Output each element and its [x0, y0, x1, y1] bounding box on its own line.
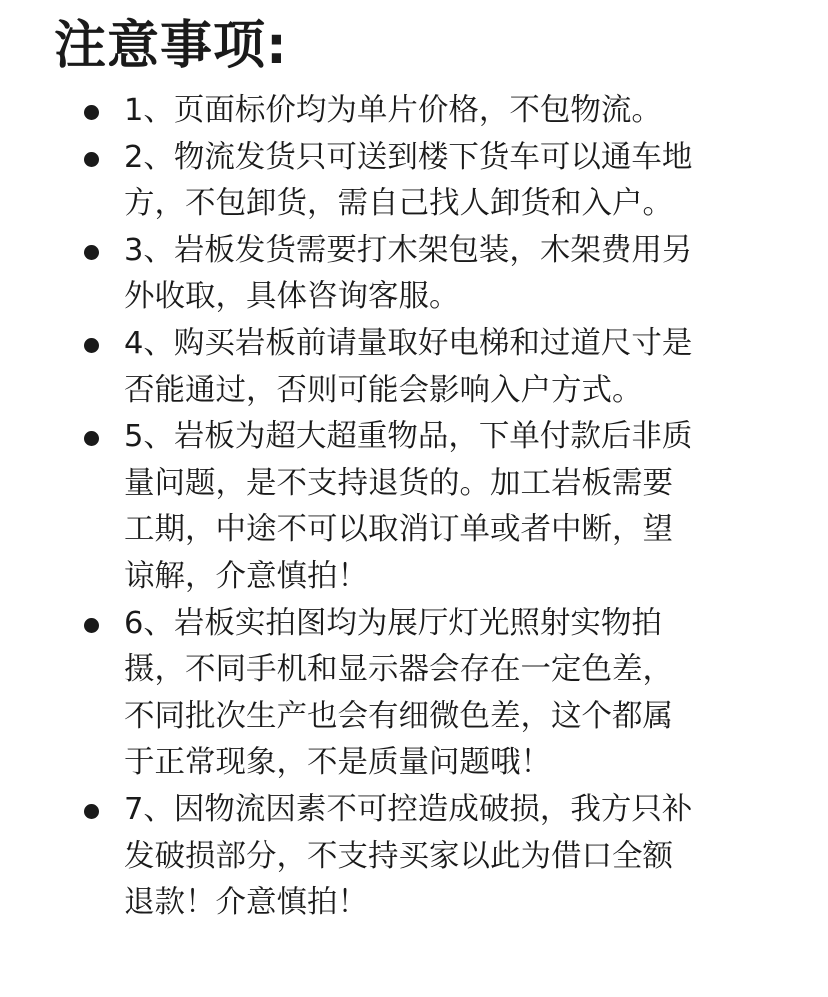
bullet-icon: [84, 338, 99, 353]
bullet-icon: [84, 245, 99, 260]
note-item-5: [0, 414, 774, 600]
note-item-1: [0, 88, 774, 135]
note-line: 3、岩板发货需要打木架包装，木架费用另: [124, 232, 693, 268]
note-line: 退款！介意慎拍！: [124, 885, 368, 921]
note-item-3: [0, 228, 774, 321]
note-item-6: [0, 601, 774, 787]
note-line: 量问题，是不支持退货的。加工岩板需要: [124, 465, 673, 501]
note-line: 5、岩板为超大超重物品，下单付款后非质: [124, 419, 693, 455]
note-line: 7、因物流因素不可控造成破损，我方只补: [124, 791, 693, 827]
note-line: 外收取，具体咨询客服。: [124, 279, 460, 315]
note-item-4: [0, 321, 774, 414]
note-item-7: [0, 787, 774, 927]
note-line: 6、岩板实拍图均为展厅灯光照射实物拍: [124, 605, 662, 641]
bullet-icon: [84, 152, 99, 167]
note-line: 否能通过，否则可能会影响入户方式。: [124, 372, 643, 408]
note-line: 于正常现象，不是质量问题哦！: [124, 745, 551, 781]
bullet-icon: [84, 105, 99, 120]
bullet-icon: [84, 618, 99, 633]
page-title: 注意事项:: [54, 16, 288, 76]
note-line: 方，不包卸货，需自己找人卸货和入户。: [124, 186, 673, 222]
note-line: 谅解，介意慎拍！: [124, 558, 368, 594]
note-line: 2、物流发货只可送到楼下货车可以通车地: [124, 139, 693, 175]
note-line: 工期，中途不可以取消订单或者中断，望: [124, 512, 673, 548]
bullet-icon: [84, 431, 99, 446]
note-line: 发破损部分，不支持买家以此为借口全额: [124, 838, 673, 874]
bullet-icon: [84, 804, 99, 819]
note-line: 摄，不同手机和显示器会存在一定色差，: [124, 652, 673, 688]
note-line: 不同批次生产也会有细微色差，这个都属: [124, 698, 673, 734]
note-line: 4、购买岩板前请量取好电梯和过道尺寸是: [124, 325, 693, 361]
notes-list: [0, 88, 828, 927]
note-item-2: [0, 135, 774, 228]
note-line: 1、页面标价均为单片价格，不包物流。: [124, 93, 662, 128]
